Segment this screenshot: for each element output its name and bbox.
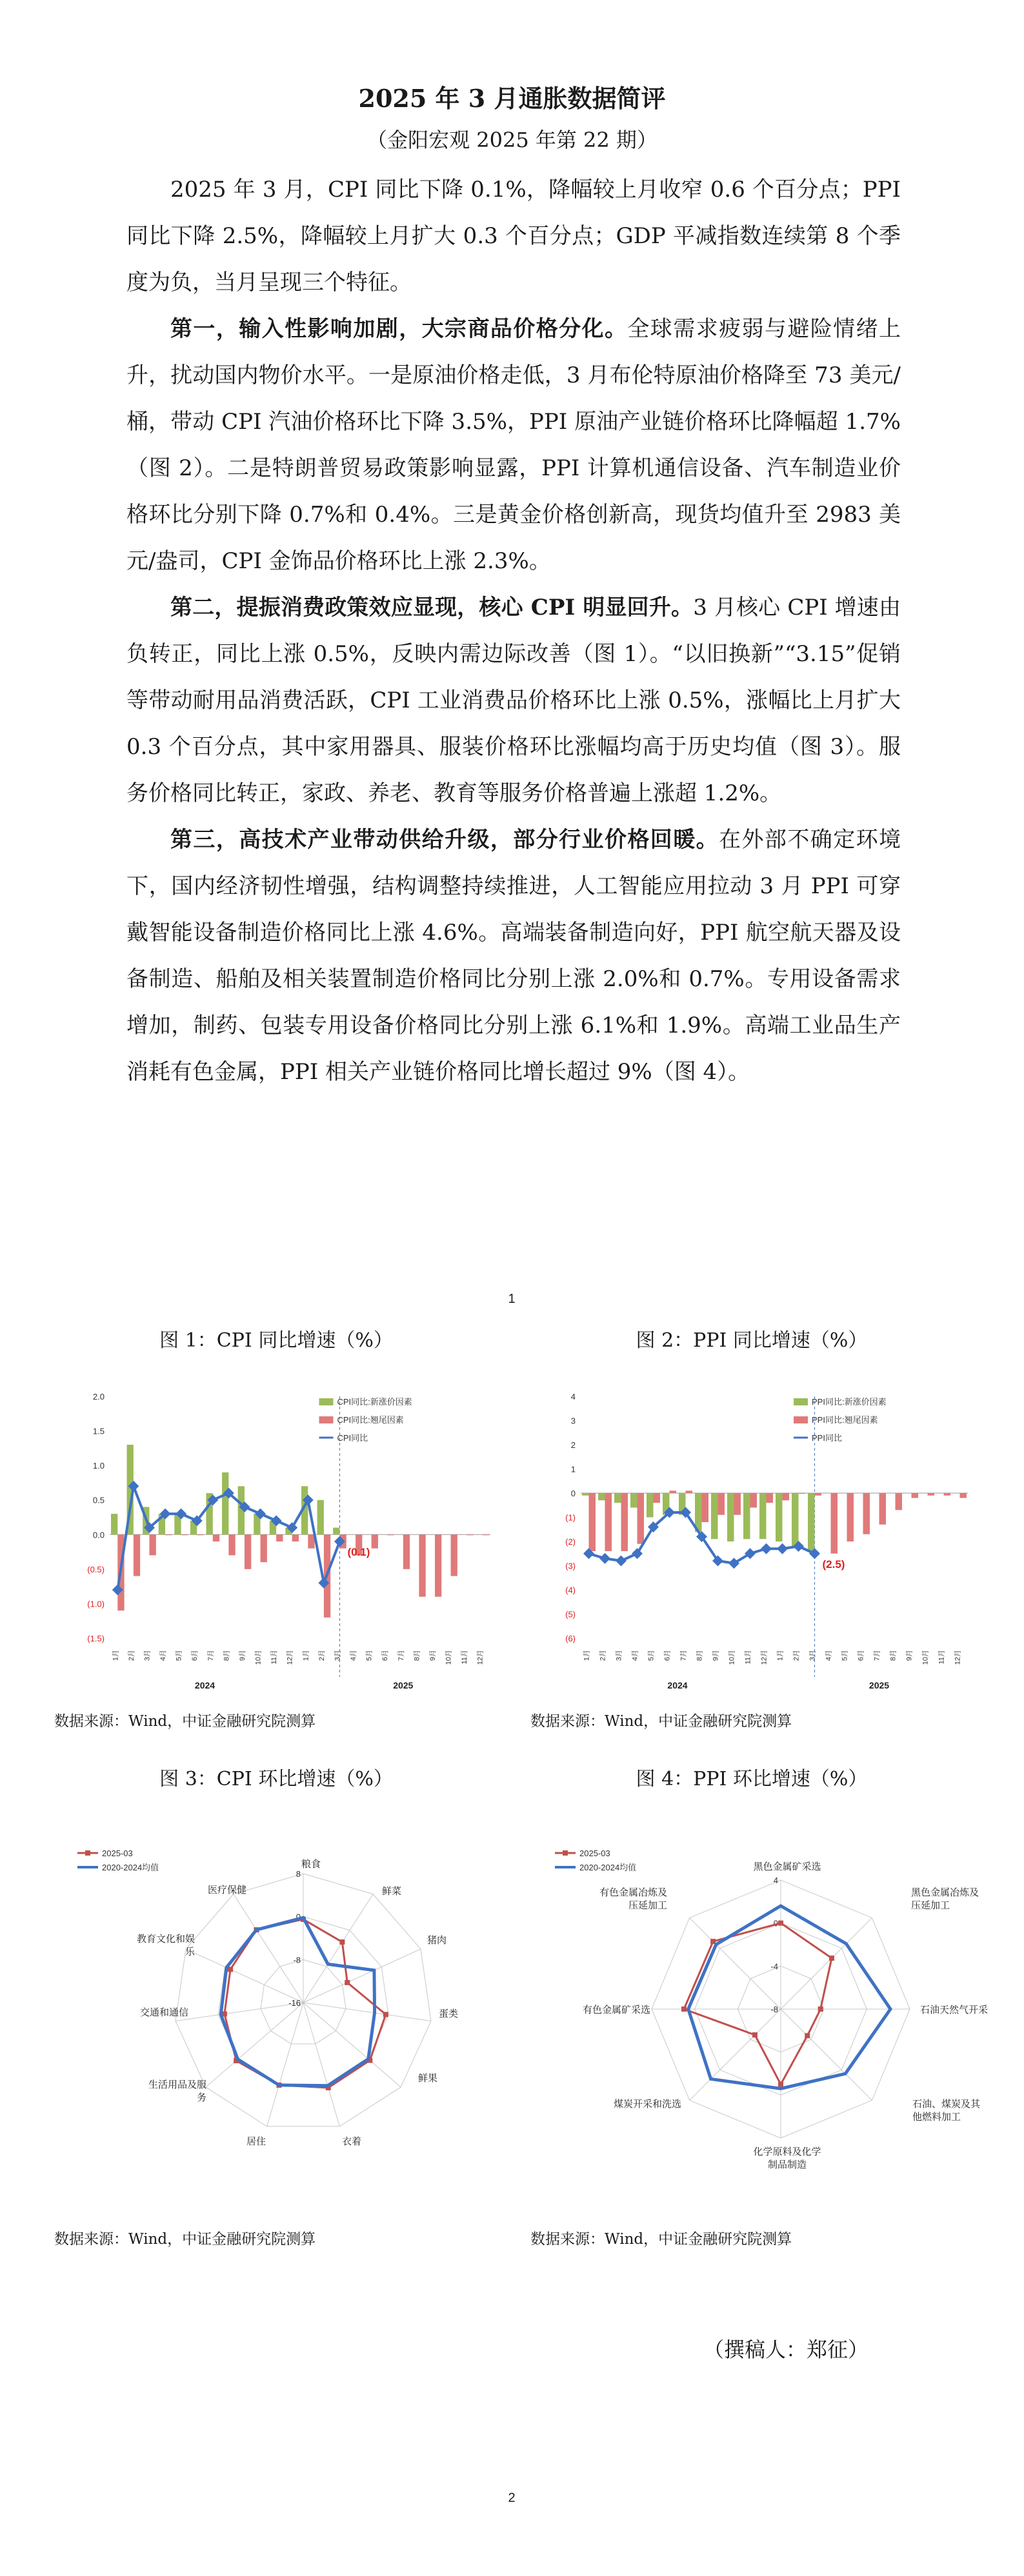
x-tick-label: 2月	[792, 1650, 801, 1661]
new-price-bar	[743, 1493, 750, 1539]
axis-label-line: 衣着	[342, 2136, 362, 2147]
carryover-bar	[197, 1534, 203, 1535]
carryover-bar	[815, 1493, 822, 1496]
axis-label-line: 有色金属矿采选	[582, 2005, 650, 2016]
paragraph-text: 在外部不确定环境下，国内经济韧性增强，结构调整持续推进，人工智能应用拉动 3 月 PPI 可穿戴智能设备制造价格同比上涨 4.6%。高端装备制造向好，PPI 航空航天器及设备制造、船舶及相关装置制造价格同比分别上涨 2.0%和 0.7%。专用设备需求增加，制药、包装专用设备价格同比分别上涨 6.1%和 1.9%。高端工业品生产消耗有色金属，PPI 相关产业链价格同比增长超过 9%（图 4）。	[126, 827, 901, 1085]
carryover-bar	[261, 1534, 267, 1562]
axis-label-line: 蛋类	[439, 2008, 459, 2019]
carryover-bar	[783, 1493, 790, 1500]
carryover-bar	[419, 1534, 425, 1596]
feature-three-paragraph	[126, 817, 901, 1095]
axis-label-line: 粮食	[301, 1859, 321, 1870]
new-price-bar	[582, 1493, 589, 1496]
carryover-bar	[863, 1493, 870, 1534]
radar-axis-label	[912, 2098, 981, 2123]
series-latest-point	[339, 1939, 345, 1945]
carryover-bar	[292, 1534, 299, 1541]
radar-axis-label	[140, 2007, 188, 2018]
fig1-source: 数据来源：Wind，中证金融研究院测算	[54, 1713, 316, 1730]
x-tick-label: 2月	[127, 1650, 136, 1661]
carryover-bar	[799, 1493, 806, 1494]
yoy-point	[728, 1558, 739, 1569]
legend-marker-latest	[563, 1850, 568, 1856]
x-tick-label: 2月	[317, 1650, 326, 1661]
legend-swatch-carry	[319, 1416, 334, 1423]
legend-label: 2020-2024均值	[102, 1863, 159, 1872]
new-price-bar	[808, 1493, 815, 1551]
axis-label-line: 生活用品及服	[148, 2079, 206, 2090]
axis-label-line: 鲜果	[418, 2073, 438, 2084]
series-latest-point	[345, 1980, 350, 1985]
radar-axis-label	[920, 2005, 988, 2016]
fig4-source: 数据来源：Wind，中证金融研究院测算	[530, 2231, 792, 2248]
x-tick-label: 10月	[728, 1650, 736, 1665]
legend-label: PPI同比	[812, 1433, 842, 1443]
legend-swatch-carry	[794, 1416, 808, 1423]
paragraph-text: 3 月核心 CPI 增速由负转正，同比上涨 0.5%，反映内需边际改善（图 1）。“以旧换新”“3.15”促销等带动耐用品消费活跃，CPI 工业消费品价格环比上涨 0.5%，涨幅比上月扩大 0.3 个百分点，其中家用器具、服装价格环比涨幅均高于历史均值（图 3）。服务价格同比转正，家政、养老、教育等服务价格普遍上涨超 1.2%。	[126, 595, 901, 806]
fig2-source: 数据来源：Wind，中证金融研究院测算	[530, 1713, 792, 1730]
y-tick-label: (2)	[565, 1537, 576, 1547]
new-price-bar	[776, 1493, 783, 1541]
axis-label-line: 石油天然气开采	[920, 2005, 989, 2016]
fig3-chart	[45, 1822, 497, 2183]
carryover-bar	[308, 1534, 314, 1548]
radar-axis-label	[911, 1887, 979, 1911]
carryover-bar	[654, 1493, 661, 1503]
legend-label: 2025-03	[102, 1848, 133, 1858]
y-tick-label: (0.5)	[87, 1564, 105, 1574]
x-tick-label: 7月	[206, 1650, 215, 1661]
x-tick-label: 3月	[808, 1650, 817, 1661]
carryover-bar	[228, 1534, 235, 1555]
legend-label: PPI同比:翘尾因素	[812, 1415, 878, 1425]
radar-axis-label	[137, 1933, 196, 1957]
fig3-source: 数据来源：Wind，中证金融研究院测算	[54, 2231, 316, 2248]
y-tick-label: 0.5	[92, 1495, 105, 1505]
carryover-bar	[750, 1493, 758, 1508]
new-price-bar	[711, 1493, 718, 1539]
carryover-bar	[912, 1493, 919, 1498]
yoy-point	[777, 1543, 788, 1554]
radial-tick-label: -8	[293, 1955, 301, 1965]
x-tick-label: 3月	[143, 1650, 152, 1661]
paragraph-lead: 第三，高技术产业带动供给升级，部分行业价格回暖。	[170, 827, 719, 853]
x-tick-label: 5月	[841, 1650, 849, 1661]
radar-axis-label	[614, 2098, 681, 2110]
carryover-bar	[702, 1493, 709, 1522]
x-tick-label: 5月	[647, 1650, 656, 1661]
x-tick-label: 11月	[461, 1650, 469, 1665]
series-latest-point	[681, 2006, 687, 2012]
x-tick-label: 5月	[365, 1650, 374, 1661]
radar-axis-label	[208, 1885, 246, 1896]
x-tick-label: 1月	[302, 1650, 310, 1661]
carryover-bar	[483, 1534, 489, 1535]
yoy-point	[616, 1556, 627, 1567]
carryover-bar	[621, 1493, 628, 1551]
new-price-bar	[792, 1493, 799, 1547]
x-tick-label: 8月	[223, 1650, 231, 1661]
page-number: 2	[508, 2491, 516, 2505]
new-price-bar	[333, 1528, 339, 1535]
article-body	[126, 166, 901, 1095]
x-tick-label: 2月	[599, 1650, 607, 1661]
series-latest-point	[829, 1956, 834, 1961]
carryover-bar	[847, 1493, 854, 1541]
legend-swatch-new	[794, 1398, 808, 1405]
x-tick-label: 10月	[921, 1650, 930, 1665]
x-tick-label: 4月	[350, 1650, 358, 1661]
y-tick-label: 2.0	[92, 1392, 105, 1402]
x-tick-label: 12月	[760, 1650, 768, 1665]
year-label: 2024	[667, 1680, 688, 1690]
feature-two-paragraph	[126, 584, 901, 817]
x-tick-label: 1月	[112, 1650, 120, 1661]
y-tick-label: (1.5)	[87, 1634, 105, 1643]
radar-axis-label	[246, 2136, 266, 2147]
carryover-bar	[637, 1493, 645, 1544]
paragraph-lead: 第一，输入性影响加剧，大宗商品价格分化。	[170, 316, 628, 342]
x-tick-label: 8月	[413, 1650, 421, 1661]
carryover-bar	[879, 1493, 887, 1525]
carryover-bar	[670, 1491, 677, 1493]
series-latest-point	[710, 1939, 716, 1944]
radar-axis-label	[599, 1887, 667, 1911]
legend-label: CPI同比	[337, 1433, 368, 1443]
radar-axis-label	[418, 2073, 437, 2084]
x-tick-label: 4月	[159, 1650, 168, 1661]
paragraph-lead: 第二，提振消费政策效应显现，核心 CPI 明显回升。	[170, 595, 694, 620]
axis-label-line: 教育文化和娱	[136, 1934, 195, 1945]
y-tick-label: (4)	[565, 1585, 576, 1595]
legend-label: CPI同比:新涨价因素	[337, 1397, 412, 1407]
radial-tick-label: 8	[296, 1869, 301, 1879]
new-price-bar	[222, 1472, 228, 1534]
page-title: 2025 年 3 月通胀数据简评	[358, 84, 666, 113]
x-tick-label: 4月	[825, 1650, 833, 1661]
y-tick-label: 1.5	[92, 1426, 105, 1436]
axis-label-line: 居住	[246, 2136, 266, 2147]
axis-label-line: 化学原料及化学	[753, 2146, 821, 2157]
x-tick-label: 6月	[191, 1650, 199, 1661]
x-tick-label: 7月	[679, 1650, 688, 1661]
series-latest-point	[778, 2082, 783, 2087]
carryover-bar	[831, 1493, 838, 1554]
carryover-bar	[165, 1534, 172, 1535]
latest-value-label: (0.1)	[347, 1546, 370, 1558]
axis-label-line: 交通和通信	[139, 2007, 188, 2018]
carryover-bar	[213, 1534, 219, 1541]
x-tick-label: 8月	[889, 1650, 898, 1661]
x-tick-label: 6月	[663, 1650, 672, 1661]
series-average-line	[688, 1906, 890, 2088]
radial-tick-label: -8	[770, 2005, 778, 2014]
new-price-bar	[111, 1514, 117, 1534]
legend-label: PPI同比:新涨价因素	[812, 1397, 887, 1407]
axis-label-line: 医疗保健	[207, 1885, 246, 1896]
series-latest-point	[752, 2032, 758, 2037]
feature-one-paragraph	[126, 306, 901, 584]
series-latest-point	[818, 2006, 823, 2012]
yoy-point	[761, 1543, 772, 1554]
axis-label-line: 乐	[185, 1947, 195, 1957]
radar-axis-label	[753, 2146, 821, 2170]
radial-tick-label: 0	[773, 1918, 778, 1928]
y-tick-label: 1.0	[92, 1461, 105, 1471]
x-tick-label: 11月	[744, 1650, 752, 1665]
carryover-bar	[149, 1534, 156, 1555]
new-price-bar	[759, 1493, 767, 1539]
x-tick-label: 10月	[445, 1650, 453, 1665]
carryover-bar	[276, 1534, 283, 1541]
fig4-chart	[523, 1822, 989, 2183]
fig2-title: 图 2：PPI 同比增速（%）	[636, 1329, 868, 1352]
x-tick-label: 10月	[254, 1650, 263, 1665]
x-tick-label: 11月	[938, 1650, 946, 1665]
axis-label-line: 鲜菜	[382, 1886, 402, 1897]
fig1-title: 图 1：CPI 同比增速（%）	[159, 1329, 393, 1352]
legend-label: 2020-2024均值	[579, 1863, 637, 1872]
axis-label-line: 石油、煤炭及其	[912, 2099, 981, 2110]
y-tick-label: (6)	[565, 1634, 576, 1643]
y-tick-label: (3)	[565, 1561, 576, 1571]
yoy-point	[745, 1548, 756, 1559]
year-label: 2025	[393, 1680, 414, 1690]
carryover-bar	[403, 1534, 410, 1569]
radial-tick-label: -4	[770, 1961, 778, 1972]
x-tick-label: 9月	[428, 1650, 437, 1661]
radial-tick-label: -16	[288, 1998, 301, 2008]
x-tick-label: 9月	[905, 1650, 914, 1661]
legend-swatch-new	[319, 1398, 334, 1405]
x-tick-label: 6月	[381, 1650, 390, 1661]
x-tick-label: 9月	[238, 1650, 246, 1661]
carryover-bar	[928, 1493, 935, 1496]
x-tick-label: 1月	[583, 1650, 591, 1661]
carryover-bar	[944, 1493, 951, 1496]
new-price-bar	[614, 1493, 621, 1503]
y-tick-label: (1)	[565, 1512, 576, 1523]
legend-label: CPI同比:翘尾因素	[337, 1415, 404, 1425]
carryover-bar	[134, 1534, 140, 1576]
radar-spoke	[176, 2003, 303, 2021]
x-tick-label: 4月	[631, 1650, 639, 1661]
new-price-bar	[598, 1493, 605, 1500]
fig4-title: 图 4：PPI 环比增速（%）	[636, 1768, 868, 1790]
y-tick-label: 3	[570, 1416, 576, 1426]
carryover-bar	[718, 1493, 725, 1515]
fig2-chart	[523, 1380, 981, 1706]
axis-label-line: 有色金属冶炼及	[599, 1887, 667, 1898]
axis-label-line: 他燃料加工	[912, 2112, 961, 2123]
fig3-title: 图 3：CPI 环比增速（%）	[159, 1768, 393, 1790]
y-tick-label: (5)	[565, 1609, 576, 1620]
axis-label-line: 制品制造	[767, 2159, 807, 2170]
radar-spoke	[303, 2003, 431, 2021]
legend-label: 2025-03	[579, 1848, 610, 1858]
new-price-bar	[647, 1493, 654, 1518]
issue-subtitle: （金阳宏观 2025 年第 22 期）	[366, 128, 658, 152]
radar-axis-label	[301, 1859, 321, 1870]
x-tick-label: 12月	[476, 1650, 485, 1665]
author-credit: （撰稿人：郑征）	[703, 2337, 869, 2362]
x-tick-label: 6月	[857, 1650, 865, 1661]
intro-paragraph	[126, 166, 901, 306]
y-tick-label: 0.0	[92, 1530, 105, 1540]
axis-label-line: 煤炭开采和洗选	[613, 2099, 681, 2110]
x-tick-label: 11月	[270, 1650, 279, 1665]
carryover-bar	[589, 1493, 596, 1551]
latest-value-label: (2.5)	[822, 1558, 845, 1570]
axis-label-line: 猪肉	[427, 1935, 447, 1946]
paragraph-text: 全球需求疲弱与避险情绪上升，扰动国内物价水平。一是原油价格走低，3 月布伦特原油价格降至 73 美元/桶，带动 CPI 汽油价格环比下降 3.5%，PPI 原油产业链价格环比降幅超 1.7%（图 2）。二是特朗普贸易政策影响显露，PPI 计算机通信设备、汽车制造业价格环比分别下降 0.7%和 0.4%。三是黄金价格创新高，现货均值升至 2983 美元/盎司，CPI 金饰品价格环比上涨 2.3%。	[126, 316, 901, 574]
x-tick-label: 5月	[175, 1650, 183, 1661]
axis-label-line: 压延加工	[628, 1900, 667, 1911]
x-tick-label: 3月	[615, 1650, 623, 1661]
x-tick-label: 12月	[954, 1650, 962, 1665]
carryover-bar	[960, 1493, 967, 1498]
carryover-bar	[686, 1491, 693, 1493]
carryover-bar	[605, 1493, 612, 1551]
series-latest-point	[228, 1967, 233, 1972]
y-tick-label: (1.0)	[87, 1599, 105, 1609]
carryover-bar	[435, 1534, 441, 1596]
radial-tick-label: 0	[296, 1912, 301, 1922]
carryover-bar	[467, 1534, 473, 1535]
y-tick-label: 2	[570, 1440, 576, 1450]
carryover-bar	[451, 1534, 457, 1576]
yoy-point	[599, 1553, 610, 1564]
axis-label-line: 黑色金属冶炼及	[911, 1887, 979, 1898]
year-label: 2025	[868, 1680, 890, 1690]
y-tick-label: 0	[570, 1489, 576, 1498]
x-tick-label: 7月	[873, 1650, 881, 1661]
axis-label-line: 压延加工	[911, 1900, 950, 1911]
page-number: 1	[508, 1292, 516, 1306]
carryover-bar	[767, 1493, 774, 1503]
x-tick-label: 9月	[712, 1650, 720, 1661]
series-latest-point	[778, 1921, 783, 1926]
radar-spoke	[267, 2003, 303, 2126]
radar-axis-label	[427, 1934, 447, 1946]
new-price-bar	[727, 1493, 734, 1541]
paragraph-text: 2025 年 3 月，CPI 同比下降 0.1%，降幅较上月收窄 0.6 个百分点；PPI 同比下降 2.5%，降幅较上月扩大 0.3 个百分点；GDP 平减指数连续第 8 个季度为负，当月呈现三个特征。	[126, 177, 901, 295]
radar-axis-label	[439, 2008, 458, 2019]
x-tick-label: 12月	[286, 1650, 294, 1665]
x-tick-label: 7月	[397, 1650, 405, 1661]
carryover-bar	[734, 1493, 741, 1515]
radar-spoke	[303, 2003, 339, 2126]
x-tick-label: 3月	[334, 1650, 342, 1661]
radar-axis-label	[583, 2005, 650, 2016]
radar-axis-label	[382, 1886, 401, 1897]
carryover-bar	[181, 1534, 188, 1535]
new-price-bar	[317, 1500, 324, 1535]
radar-axis-label	[148, 2079, 206, 2103]
radar-axis-label	[342, 2136, 361, 2147]
x-tick-label: 1月	[776, 1650, 785, 1661]
carryover-bar	[896, 1493, 903, 1510]
radial-tick-label: 4	[773, 1876, 778, 1885]
y-tick-label: 1	[570, 1464, 576, 1474]
carryover-bar	[387, 1534, 394, 1535]
new-price-bar	[630, 1493, 637, 1508]
series-latest-point	[383, 2012, 388, 2017]
year-label: 2024	[194, 1680, 216, 1690]
legend-marker-latest	[85, 1850, 90, 1856]
fig1-chart	[45, 1380, 497, 1706]
series-latest-point	[805, 2033, 810, 2038]
yoy-point	[632, 1548, 643, 1559]
carryover-bar	[372, 1534, 378, 1548]
axis-label-line: 务	[196, 2092, 206, 2103]
y-tick-label: 4	[570, 1392, 576, 1402]
x-tick-label: 8月	[696, 1650, 704, 1661]
axis-label-line: 黑色金属矿采选	[753, 1861, 821, 1872]
radar-axis-label	[753, 1861, 821, 1872]
carryover-bar	[245, 1534, 251, 1569]
